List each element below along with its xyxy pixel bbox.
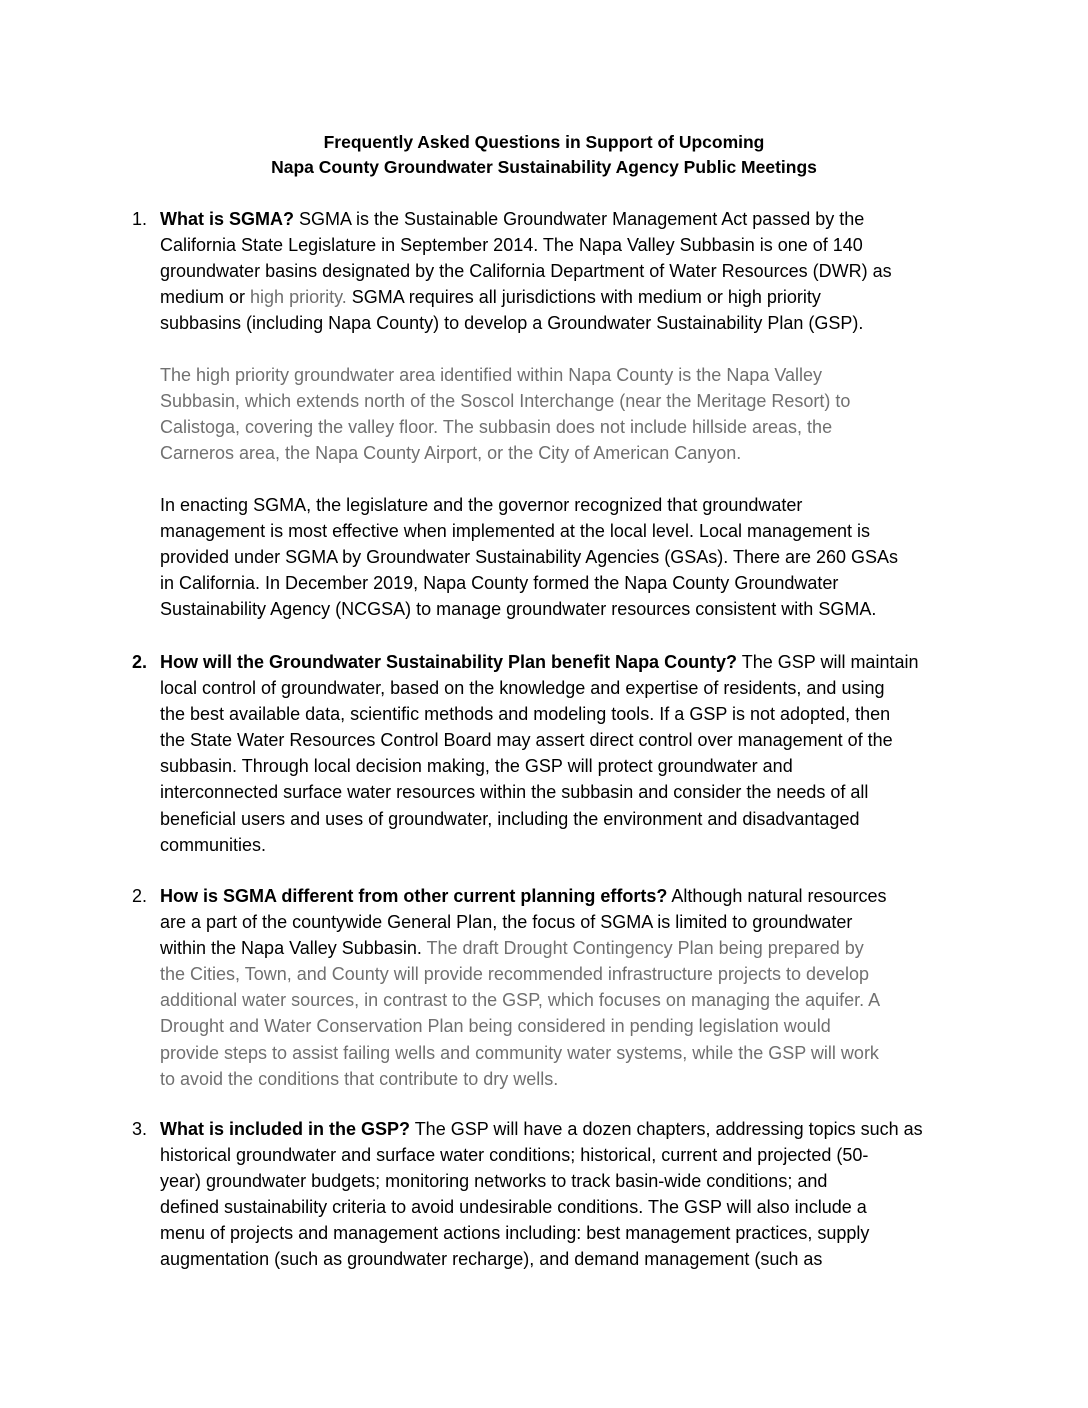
faq-gray-text: high priority. <box>250 287 347 308</box>
faq-question: What is SGMA? <box>160 209 294 229</box>
faq-line <box>160 649 964 675</box>
paragraph-line: management is most effective when implemented at the local level. Local management is <box>160 521 871 542</box>
paragraph-line: Carneros area, the Napa County Airport, or the City of American Canyon. <box>160 443 742 464</box>
paragraph-line: The high priority groundwater area identified within Napa County is the Napa Valley <box>160 365 823 385</box>
faq-text: The GSP will have a dozen chapters, addressing topics such as <box>410 1119 923 1139</box>
faq-text: interconnected surface water resources within the subbasin and consider the needs of all <box>160 782 869 803</box>
paragraph-line: In enacting SGMA, the legislature and the governor recognized that groundwater <box>160 495 803 515</box>
paragraph-line: provided under SGMA by Groundwater Sustainability Agencies (GSAs). There are 260 GSAs <box>160 547 899 568</box>
faq-text: California State Legislature in September 2014. The Napa Valley Subbasin is one of 140 <box>160 235 863 256</box>
faq-number: 2. <box>132 652 148 672</box>
faq-text: groundwater basins designated by the California Department of Water Resources (DWR) as <box>160 261 892 282</box>
faq-item-3 <box>132 883 964 1092</box>
faq-gray-text: the Cities, Town, and County will provide recommended infrastructure projects to develop <box>160 964 870 985</box>
faq-text: the best available data, scientific methods and modeling tools. If a GSP is not adopted, then <box>160 704 891 725</box>
faq-text: Although natural resources <box>667 886 887 906</box>
faq-text: SGMA requires all jurisdictions with medium or high priority <box>346 287 821 308</box>
faq-item-2 <box>132 649 964 858</box>
faq-text: local control of groundwater, based on the knowledge and expertise of residents, and using <box>160 678 885 699</box>
faq-line <box>160 284 964 310</box>
faq-question: How is SGMA different from other current planning efforts? <box>160 886 668 906</box>
title-line-1: Frequently Asked Questions in Support of Upcoming <box>323 132 765 152</box>
faq-number: 2. <box>132 886 148 906</box>
faq-gray-text: additional water sources, in contrast to the GSP, which focuses on managing the aquifer. A <box>160 990 881 1011</box>
paragraph-line: in California. In December 2019, Napa County formed the Napa County Groundwater <box>160 573 839 594</box>
faq-question: What is included in the GSP? <box>160 1119 411 1139</box>
paragraph-line: Subbasin, which extends north of the Soscol Interchange (near the Meritage Resort) to <box>160 391 851 412</box>
faq-number: 3. <box>132 1119 148 1139</box>
faq-item-1 <box>132 206 964 336</box>
faq-gray-text: provide steps to assist failing wells and community water systems, while the GSP will work <box>160 1042 879 1063</box>
faq-line <box>160 1116 964 1142</box>
paragraph-line: Calistoga, covering the valley floor. The subbasin does not include hillside areas, the <box>160 417 833 438</box>
title-line-2: Napa County Groundwater Sustainability Agency Public Meetings <box>271 157 817 177</box>
paragraph-line: Sustainability Agency (NCGSA) to manage groundwater resources consistent with SGMA. <box>160 599 877 620</box>
faq-number: 1. <box>132 209 148 229</box>
faq-1-paragraph-2 <box>160 362 964 466</box>
faq-text: beneficial users and uses of groundwater, including the environment and disadvantaged <box>160 808 860 829</box>
page-title <box>0 130 1088 180</box>
faq-text: communities. <box>160 834 267 855</box>
faq-gray-text: The draft Drought Contingency Plan being prepared by <box>421 938 864 959</box>
faq-text: are a part of the countywide General Plan, the focus of SGMA is limited to groundwater <box>160 912 853 933</box>
faq-text: subbasin. Through local decision making, the GSP will protect groundwater and <box>160 756 793 777</box>
faq-question: How will the Groundwater Sustainability Plan benefit Napa County? <box>160 652 738 672</box>
faq-text: The GSP will maintain <box>737 652 919 672</box>
faq-item-4 <box>132 1116 964 1273</box>
faq-line <box>160 206 964 232</box>
faq-text: menu of projects and management actions including: best management practices, supply <box>160 1223 870 1244</box>
faq-text: SGMA is the Sustainable Groundwater Management Act passed by the <box>294 209 865 229</box>
faq-text: within the Napa Valley Subbasin. <box>160 938 422 959</box>
faq-line <box>160 883 964 909</box>
faq-1-paragraph-3 <box>160 492 964 622</box>
faq-text: augmentation (such as groundwater recharge), and demand management (such as <box>160 1249 823 1270</box>
faq-line <box>160 935 964 961</box>
faq-text: the State Water Resources Control Board may assert direct control over management of the <box>160 730 893 751</box>
faq-gray-text: to avoid the conditions that contribute to dry wells. <box>160 1068 559 1089</box>
faq-gray-text: Drought and Water Conservation Plan being considered in pending legislation would <box>160 1016 831 1037</box>
faq-text: defined sustainability criteria to avoid undesirable conditions. The GSP will also include a <box>160 1197 867 1218</box>
faq-text: medium or <box>160 287 251 308</box>
faq-text: year) groundwater budgets; monitoring networks to track basin-wide conditions; and <box>160 1171 828 1192</box>
faq-text: subbasins (including Napa County) to develop a Groundwater Sustainability Plan (GSP). <box>160 313 864 334</box>
faq-text: historical groundwater and surface water conditions; historical, current and projected (50- <box>160 1145 869 1166</box>
